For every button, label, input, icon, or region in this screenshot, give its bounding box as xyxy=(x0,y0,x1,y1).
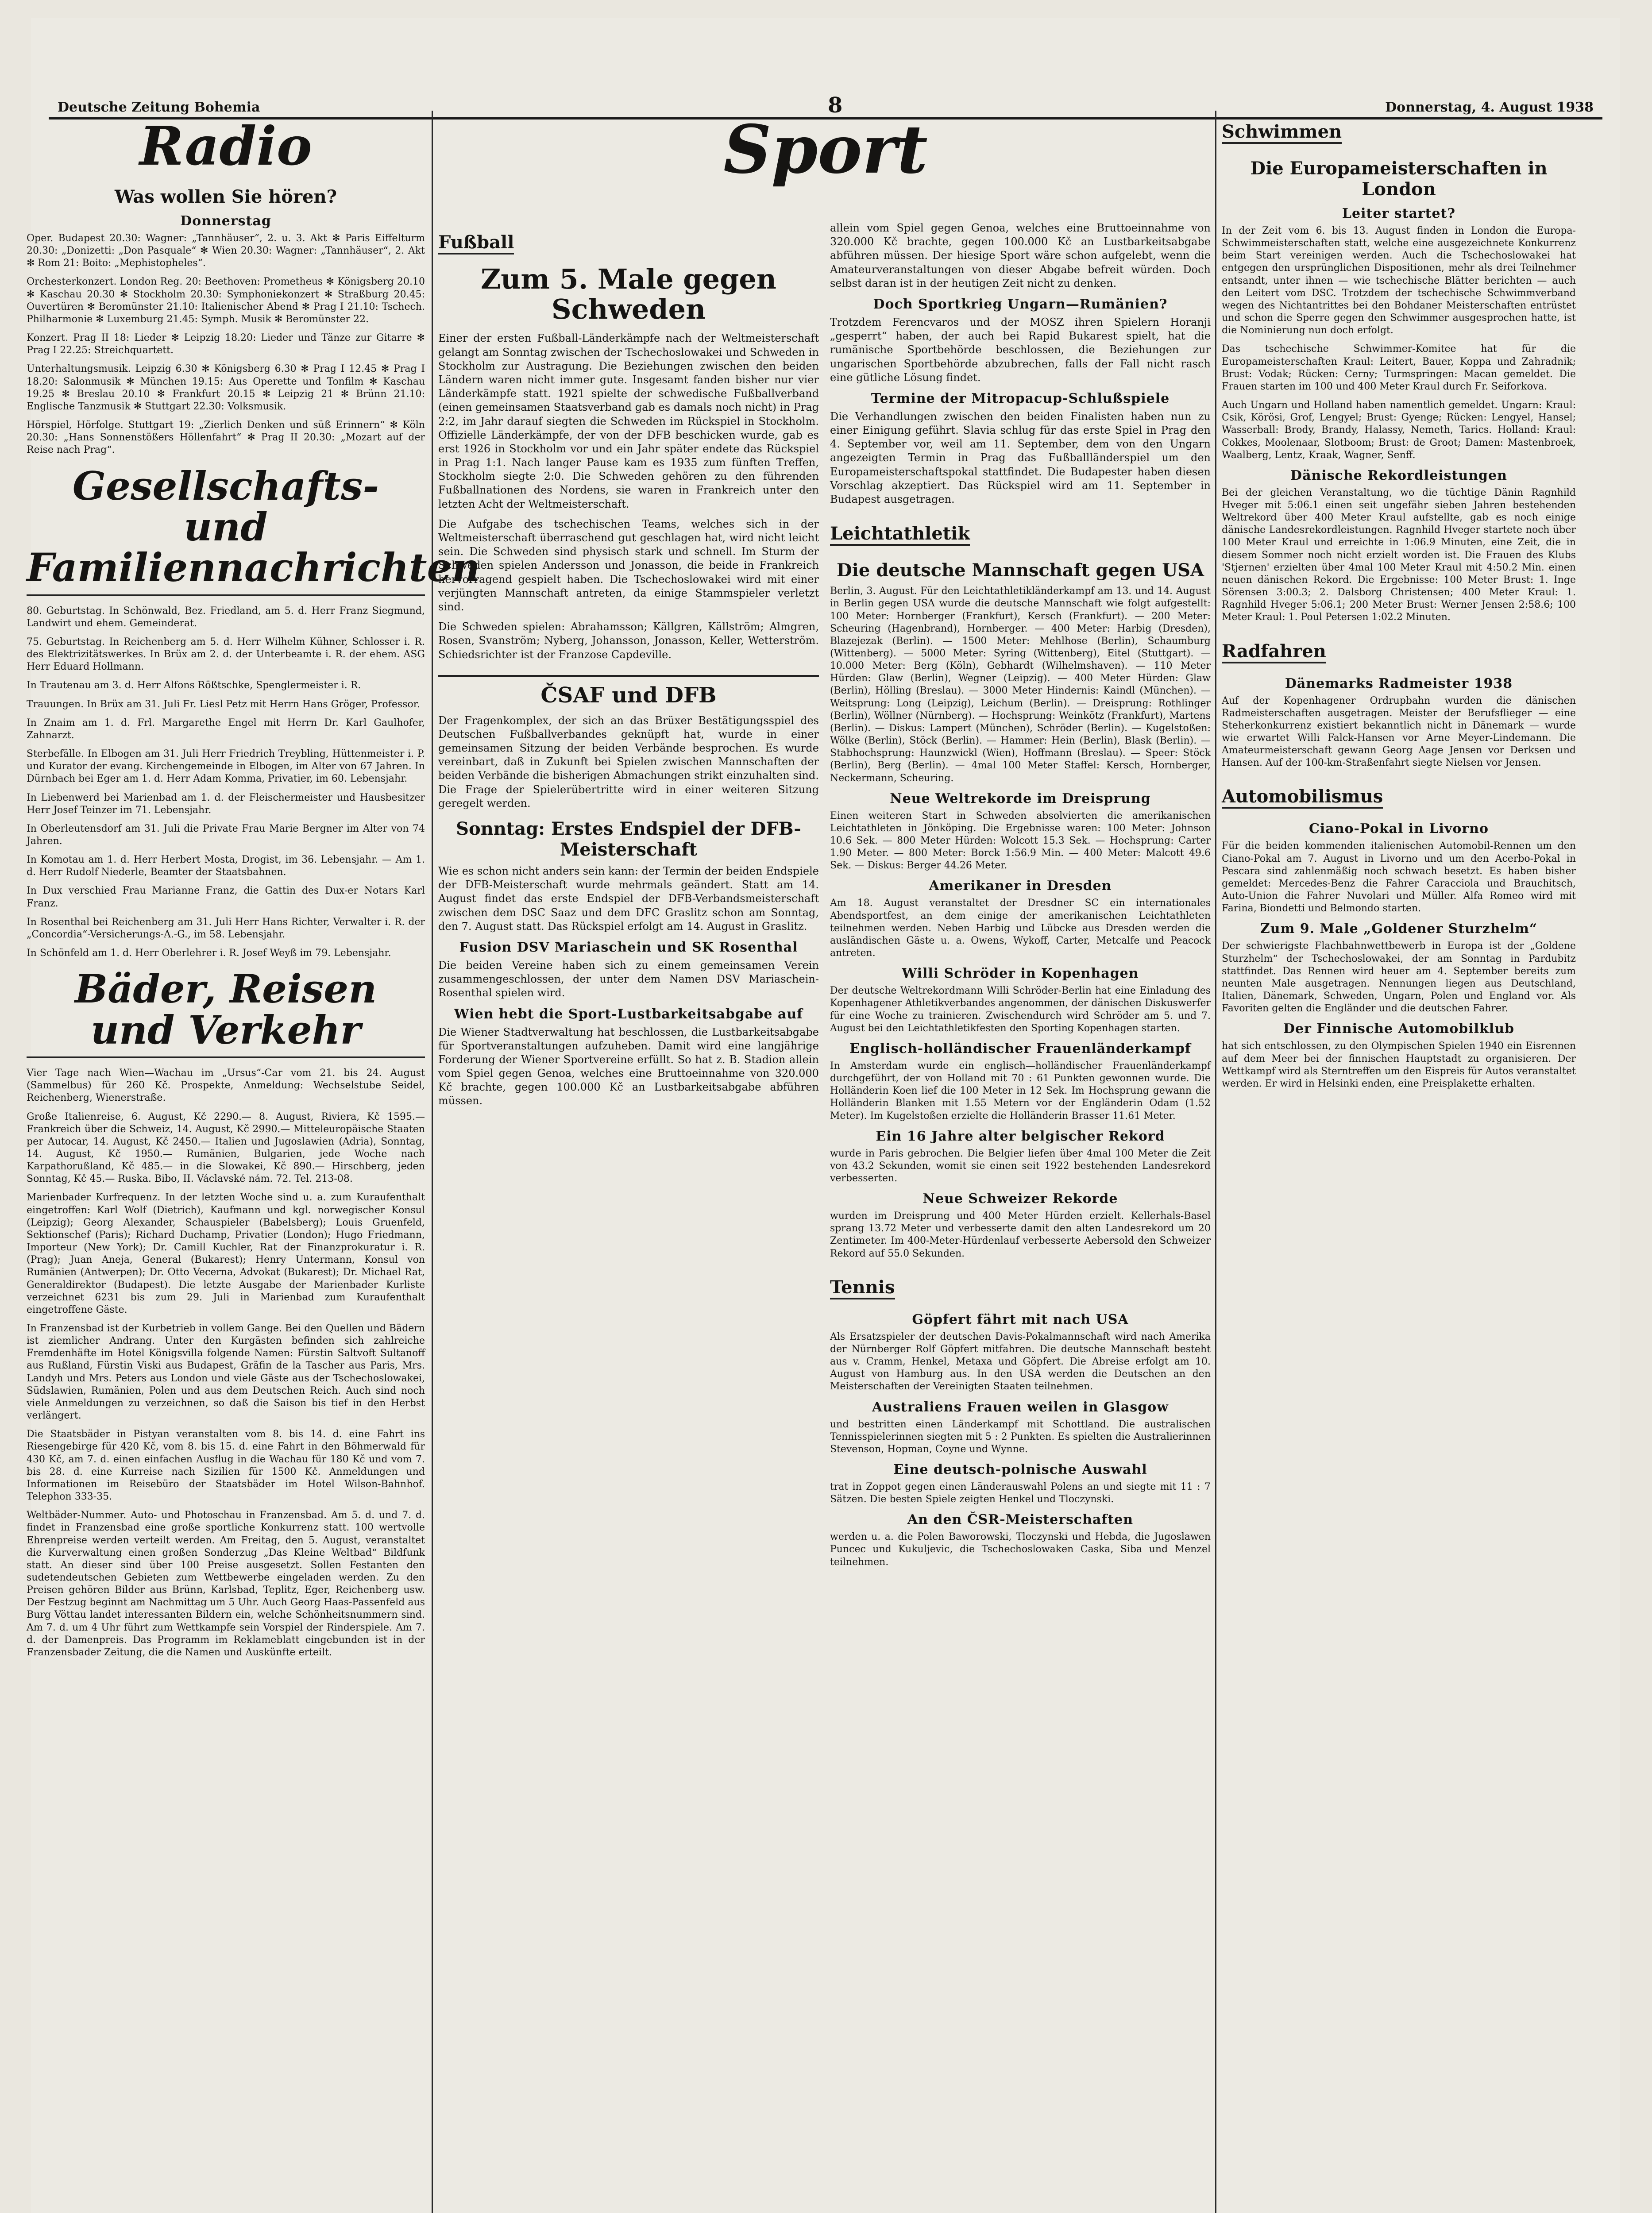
family-paragraph: In Oberleutensdorf am 31. Juli die Private Frau Marie Bergner im Alter von 74 Jahren. xyxy=(27,823,425,847)
section-kicker-tennis: Tennis xyxy=(830,1277,895,1299)
australia-title: Australiens Frauen weilen in Glasgow xyxy=(872,1399,1169,1415)
poland-paragraph: trat in Zoppot gegen einen Länderauswahl Polens an und siegte mit 11 : 7 Sätzen. Die besten Spiele zeigten Henkel und Tloczynski. xyxy=(830,1481,1211,1505)
family-paragraph: In Znaim am 1. d. Frl. Margarethe Engel mit Herrn Dr. Karl Gaulhofer, Zahnarzt. xyxy=(27,717,425,741)
mitropa-paragraph: Die Verhandlungen zwischen den beiden Finalisten haben nun zu einer Einigung geführt. Slavia schlug für das erste Spiel in Prag den 4. September vor, weil am 11. September, dem von den Ungarn angezeigten Termin in Prag das Fußballländerspiel um den Europameisterschaftspokal stattfindet. Die Budapester haben diesen Vorschlag akzeptiert. Das Rückspiel wird am 11. September in Budapest ausgetragen. xyxy=(830,410,1211,505)
travel-paragraph: Marienbader Kurfrequenz. In der letzten Woche sind u. a. zum Kuraufenthalt eingetroffen: Karl Wolf (Dietrich), Kaufmann und kgl. norwegischer Konsul (Leipzig); Georg Alexander, Schauspieler (Babelsberg); Louis Gruenfeld, Sektionschef (Paris); Richard Duchamp, Privatier (London); Hugo Friedmann, Importeur (New York); Dr. Camill Kuchler, Rat der Finanzprokuratur i. R. (Prag); Juan Aneja, General (Bukarest); Henry Untermann, Konsul von Rumänien (Antwerpen); Dr. Otto Vecerna, Advokat (Bukarest); Dr. Michael Rat, Generaldirektor (Budapest). Die letzte Ausgabe der Marienbader Kurliste verzeichnet 6231 bis zum 29. Juli in Marienbad zum Kuraufenthalt eingetroffene Gäste. xyxy=(27,1192,425,1315)
women-match-title: Englisch-holländischer Frauenländerkampf xyxy=(849,1041,1191,1056)
travel-paragraph: Weltbäder-Nummer. Auto- und Photoschau in Franzensbad. Am 5. d. und 7. d. findet in Franzensbad eine große sportliche Konkurrenz statt. 100 wertvolle Ehrenpreise werden verteilt werden. Am Freitag, den 5. August, veranstaltet die Kurverwaltung einen großen Sonderzug „Das Kleine Weltbad“ Bildfunk statt. An dieser sind über 100 Preise ausgesetzt. Sollen Festanten den sudetendeutschen Gebieten zum Wettbewerbe eingeladen werden. Zu den Preisen gehören Bilder aus Brünn, Karlsbad, Teplitz, Eger, Reichenberg usw. Der Festzug beginnt am Nachmittag um 5 Uhr. Auch Georg Haas-Passenfeld aus Burg Vöttau landet interessanten Bildern ein, welche Schönheitsnummern sind. Am 7. d. um 4 Uhr führt zum Wettkampfe sein Vorspiel der Rinderspiele. Am 7. d. der Damenpreis. Das Programm im Reklameblatt eingebunden ist in der Franzensbader Zeitung, die die Namen und Auskünfte erteilt. xyxy=(27,1510,425,1658)
sportkrieg-title: Doch Sportkrieg Ungarn—Rumänien? xyxy=(873,296,1168,312)
column-sport-misc xyxy=(830,221,1211,2213)
travel-paragraph: Große Italienreise, 6. August, Kč 2290.— 8. August, Riviera, Kč 1595.— Frankreich über die Schweiz, 14. August, Kč 2990.— Mitteleuropäische Staaten per Autocar, 14. August, Kč 2450.— Italien und Jugoslawien (Adria), Sonntag, 14. August, Kč 1950.— Rumänien, Bulgarien, jede Woche nach Karpathorußland, Kč 485.— in die Slowakei, Kč 890.— Hirschberg, jeden Sonntag, Kč 45.— Ruska. Bibo, II. Václavské nám. 72. Tel. 213-08. xyxy=(27,1111,425,1185)
fusion-paragraph: Die beiden Vereine haben sich zu einem gemeinsamen Verein zusammengeschlossen, der unter dem Namen DSV Mariaschein-Rosenthal spielen wird. xyxy=(438,959,819,999)
family-paragraph: Sterbefälle. In Elbogen am 31. Juli Herr Friedrich Treybling, Hüttenmeister i. P. und Kurator der evang. Kirchengemeinde in Elbogen, im Alter von 67 Jahren. In Dürnbach bei Eger am 1. d. Herr Adam Komma, Privatier, im 60. Lebensjahr. xyxy=(27,748,425,785)
travel-paragraph: In Franzensbad ist der Kurbetrieb in vollem Gange. Bei den Quellen und Bädern ist ziemlicher Andrang. Unter den Kurgästen befinden sich zahlreiche Fremdenhäfte im Hotel Königsvilla folgende Namen: Fürstin Saltvoft Sultanoff aus Rußland, Fürstin Viski aus Budapest, Gräfin de la Tascher aus Paris, Mrs. Landyh und Mrs. Peters aus London und viele Gäste aus der Tschechoslowakei, Südslawien, Rumänien, Polen und aus dem Deutschen Reich. Auch sind noch viele Anmeldungen zu verzeichnen, so daß die Saison bis tief in den Herbst verlängert. xyxy=(27,1323,425,1422)
athletics-headline: Die deutsche Mannschaft gegen USA xyxy=(836,560,1204,581)
continued-paragraph: allein vom Spiel gegen Genoa, welches eine Bruttoeinnahme von 320.000 Kč brachte, gegen 100.000 Kč an Lustbarkeitsabgabe abführen müssen. Der hiesige Sport wäre schon aufgelebt, wenn die Amateurveranstaltungen von dieser Abgabe befreit würden. Doch selbst daran ist in der heutigen Zeit nicht zu denken. xyxy=(830,222,1211,289)
csaf-paragraph: Der Fragenkomplex, der sich an das Brüxer Bestätigungsspiel des Deutschen Fußballverbandes geknüpft hat, wurde in einer gemeinsamen Sitzung der beiden Verbände besprochen. Es wurde vereinbart, daß in Zukunft bei Spielen zwischen Mannschaften der beiden Verbände die bisherigen Abmachungen strikt einzuhalten sind. Die Frage der Spielerübertritte wird in einer weiteren Sitzung geregelt werden. xyxy=(438,714,819,810)
radio-title: Radio xyxy=(139,115,312,177)
column-swimming-cycling-auto xyxy=(1222,111,1576,2213)
column-football xyxy=(438,221,819,2213)
family-paragraph: In Schönfeld am 1. d. Herr Oberlehrer i. R. Josef Weyß im 79. Lebensjahr. xyxy=(27,948,391,959)
column-rule xyxy=(1215,111,1216,2213)
family-paragraph: In Liebenwerd bei Marienbad am 1. d. der Fleischermeister und Hausbesitzer Herr Josef Teinzer im 71. Lebensjahr. xyxy=(27,792,425,816)
finnish-club-paragraph: hat sich entschlossen, zu den Olympischen Spielen 1940 ein Eisrennen auf dem Meer bei der finnischen Hauptstadt zu organisieren. Der Wettkampf wird als Sterntreffen um den Eispreis für Autos veranstaltet werden. Er wird in Helsinki enden, eine Preisplakette erhalten. xyxy=(1222,1041,1576,1089)
championship-paragraph: werden u. a. die Polen Baworowski, Tloczynski und Hebda, die Jugoslawen Puncec und Kukuljevic, die Tschechoslowaken Caska, Siba und Menzel teilnehmen. xyxy=(830,1531,1211,1568)
finnish-club-title: Der Finnische Automobilklub xyxy=(1283,1021,1514,1037)
radio-day: Donnerstag xyxy=(180,213,271,229)
football-paragraph: Die Schweden spielen: Abrahamsson; Källgren, Källström; Almgren, Rosen, Svanström; Nyberg, Johansson, Jonasson, Keller, Wetterström. Schiedsrichter ist der Franzose Capdeville. xyxy=(438,621,819,661)
vienna-title: Wien hebt die Sport-Lustbarkeitsabgabe auf xyxy=(454,1006,803,1022)
travel-paragraph: Vier Tage nach Wien—Wachau im „Ursus“-Car vom 21. bis 24. August (Sammelbus) für 260 Kč. Prospekte, Anmeldung: Wechselstube Seidel, Reichenberg, Wienerstraße. xyxy=(27,1068,425,1104)
vienna-paragraph: Die Wiener Stadtverwaltung hat beschlossen, die Lustbarkeitsabgabe für Sportveranstaltungen aufzuheben. Damit wird eine langjährige Forderung der Wiener Sportvereine erfüllt. So hat z. B. Stadion allein vom Spiel gegen Genoa, welches eine Bruttoeinnahme von 320.000 Kč brachte, gegen 100.000 Kč an Lustbarkeitsabgabe abführen müssen. xyxy=(438,1026,819,1107)
radio-paragraph: Oper. Budapest 20.30: Wagner: „Tannhäuser“, 2. u. 3. Akt ✻ Paris Eiffelturm 20.30: „Donizetti: „Don Pasquale“ ✻ Wien 20.30: Wagner: „Tannhäuser“, 2. Akt ✻ Rom 21: Boito: „Mephistopheles“. xyxy=(27,233,425,269)
family-paragraph: Trauungen. In Brüx am 31. Juli Fr. Liesl Petz mit Herrn Hans Gröger, Professor. xyxy=(27,698,420,710)
poland-title: Eine deutsch-polnische Auswahl xyxy=(893,1462,1147,1477)
ciano-title: Ciano-Pokal in Livorno xyxy=(1308,821,1489,837)
csaf-title: ČSAF und DFB xyxy=(438,675,819,708)
section-kicker-athletics: Leichtathletik xyxy=(830,523,970,546)
page-number: 8 xyxy=(828,93,843,118)
danish-records-title: Dänische Rekordleistungen xyxy=(1290,467,1507,483)
family-paragraph: 75. Geburtstag. In Reichenberg am 5. d. Herr Wilhelm Kühner, Schlosser i. R. des Elektrizitätswerkes. In Brüx am 2. d. der Unterbeamte i. R. der ehem. ASG Herr Eduard Hollmann. xyxy=(27,636,425,673)
swimming-paragraph: Auch Ungarn und Holland haben namentlich gemeldet. Ungarn: Kraul: Csik, Körösi, Grof, Lengyel; Brust: Gyenge; Rücken: Lengyel, Hansel; Wasserball: Brody, Brandy, Halassy, Nemeth, Tarics. Holland: Kraul: Cokkes, Moolenaar, Slotboom; Brust: de Groot; Damen: Mastenbroek, Waalberg, Lentz, Kraak, Wagner, Senff. xyxy=(1222,400,1576,461)
women-match-paragraph: In Amsterdam wurde ein englisch—holländischer Frauenländerkampf durchgeführt, der von Holland mit 70 : 61 Punkten gewonnen wurde. Die Holländerin Koen lief die 100 Meter in 12 Sek. Im Hochsprung gewann die Holländerin Blanken mit 1.55 Metern vor der Engländerin Odam (1.52 Meter). Im Kugelstoßen erzielte die Holländerin Brasser 11.61 Meter. xyxy=(830,1060,1211,1122)
dresden-title: Amerikaner in Dresden xyxy=(929,878,1112,894)
ciano-paragraph: Für die beiden kommenden italienischen Automobil-Rennen um den Ciano-Pokal am 7. August in Livorno und um den Acerbo-Pokal in Pescara sind zahlenmäßig noch schwach besetzt. Es haben bisher gemeldet: Mercedes-Benz die Fahrer Caracciola und Brauchitsch, Auto-Union die Fahrer Nuvolari und Müller. Alfa Romeo wird mit Farina, Biondetti und Belmondo starten. xyxy=(1222,840,1576,914)
paris-title: Ein 16 Jahre alter belgischer Rekord xyxy=(876,1128,1165,1144)
tennis-paragraph: Als Ersatzspieler der deutschen Davis-Pokalmannschaft wird nach Amerika der Nürnberger Rolf Göpfert mitfahren. Die deutsche Mannschaft besteht aus v. Cramm, Henkel, Metaxa und Göpfert. Die Abreise erfolgt am 10. August von Hamburg aus. In den USA werden die Deutschen an den Meisterschaften der Vereinigten Staaten teilnehmen. xyxy=(830,1331,1211,1392)
athletics-paragraph: Berlin, 3. August. Für den Leichtathletikländerkampf am 13. und 14. August in Berlin gegen USA wurde die deutsche Mannschaft wie folgt aufgestellt: 100 Meter: Hornberger (Frankfurt), Kersch (Frankfurt). — 200 Meter: Scheuring (Hagenbrand), Hornberger. — 400 Meter: Harbig (Dresden), Blazejezak (Berlin). — 1500 Meter: Mehlhose (Berlin), Schaumburg (Wittenberg). — 5000 Meter: Syring (Wittenberg), Eitel (Stuttgart). — 10.000 Meter: Berg (Köln), Gebhardt (Wilhelmshaven). — 110 Meter Hürden: Glaw (Berlin), Wegner (Leipzig). — 400 Meter Hürden: Glaw (Berlin), Hölling (Breslau). — 3000 Meter Hindernis: Kaindl (München). — Weitsprung: Long (Leipzig), Leichum (Berlin). — Dreisprung: Rothlinger (Berlin), Wöllner (Nürnberg). — Hochsprung: Weinkötz (Frankfurt), Martens (Berlin). — Diskus: Lampert (München), Schröder (Berlin). — Kugelstoßen: Wölke (Berlin), Stöck (Berlin). — Hammer: Hein (Berlin), Blask (Berlin). — Stabhochsprung: Haunzwickl (Wien), Hoffmann (Breslau). — Speer: Stöck (Berlin), Berg (Berlin). — 4mal 100 Meter Staffel: Kersch, Hornberger, Neckermann, Scheuring. xyxy=(830,586,1211,784)
football-headline: Zum 5. Male gegen Schweden xyxy=(481,263,776,326)
football-paragraph: Die Aufgabe des tschechischen Teams, welches sich in der Weltmeisterschaft überraschend gut geschlagen hat, wird nicht leicht sein. Die Schweden sind physisch stark und schnell. Im Sturm der Schweden spielen Andersson und Jonasson, die beide in Frankreich hervorragend gespielt haben. Die Tschechoslowakei wird mit einer verjüngten Mannschaft antreten, da einige Stammspieler verletzt sind. xyxy=(438,517,819,613)
mitropa-title: Termine der Mitropacup-Schlußspiele xyxy=(871,390,1170,406)
dresden-paragraph: Am 18. August veranstaltet der Dresdner SC ein internationales Abendsportfest, an dem einige der amerikanischen Leichtathleten teilnehmen werden. Neben Harbig und Lübcke aus Dresden werden die ausländischen Gäste u. a. Owens, Wykoff, Carter, Metcalfe und Peacock antreten. xyxy=(830,898,1211,959)
football-paragraph: Einer der ersten Fußball-Länderkämpfe nach der Weltmeisterschaft gelangt am Sonntag zwischen der Tschechoslowakei und Schweden in Stockholm zur Austragung. Die Beziehungen zwischen den beiden Ländern waren nicht immer gute. Insgesamt fanden bisher nur vier Länderkämpfe statt. 1921 spielte der schwedische Fußballverband (einen gemeinsamen Staatsverband gab es damals noch nicht) in Prag 2:2, im Jahr darauf siegten die Schweden im Rückspiel in Stockholm. Offizielle Länderkämpfe, der von der DFB beschicken wurde, gab es erst 1926 in Stockholm vor und ein Jahr später endete das Rückspiel in Prag 1:1. Nach langer Pause kam es 1935 zum fünften Treffen, Stockholm siegte 2:0. Die Schweden gehören zu den führenden Fußballnationen des Nordens, sie waren in Frankreich unter den letzten Acht der Weltmeisterschaft. xyxy=(438,332,819,510)
swimming-paragraph: Das tschechische Schwimmer-Komitee hat für die Europameisterschaften Kraul: Leitert, Bauer, Koppa und Zahradnik; Brust: Vodak; Rücken: Cerny; Turmspringen: Macan gemeldet. Die Frauen starten im 100 und 400 Meter Kraul durch Fr. Seiforkova. xyxy=(1222,343,1576,392)
helmet-title: Zum 9. Male „Goldener Sturzhelm“ xyxy=(1260,921,1538,937)
schroeder-paragraph: Der deutsche Weltrekordmann Willi Schröder-Berlin hat eine Einladung des Kopenhagener Athletikverbandes angenommen, der dänischen Diskuswerfer für eine Woche zu trainieren. Zwischendurch wird Schröder am 5. und 7. August bei den Leichtathletikfesten den Sporting Kopenhagen starten. xyxy=(830,985,1211,1034)
australia-paragraph: und bestritten einen Länderkampf mit Schottland. Die australischen Tennisspielerinnen siegten mit 5 : 2 Punkten. Es spielten die Australierinnen Stevenson, Hopman, Coyne und Wynne. xyxy=(830,1419,1211,1455)
cycling-title: Dänemarks Radmeister 1938 xyxy=(1285,675,1513,691)
schroeder-title: Willi Schröder in Kopenhagen xyxy=(902,966,1139,982)
family-title: Gesellschafts- und Familiennachrichten xyxy=(27,466,425,596)
radio-question: Was wollen Sie hören? xyxy=(114,186,337,207)
swimming-paragraph: In der Zeit vom 6. bis 13. August finden in London die Europa-Schwimmeisterschaften statt, welche eine ausgezeichnete Konkurrenz beim Start vereinigen werden. Auch die Tschechoslowakei hat entgegen den ursprünglichen Dispositionen, mehr als drei Teilnehmer entsandt, unter ihnen — wie tschechische Blätter berichten — auch den Leitert vom DSC. Trotzdem der tschechische Schwimmverband wegen des Nichtantrittes bei den Bohdaner Meisterschaften entrüstet und schon die Sperre gegen den Schwimmer ausgesprochen hatte, ist die Nominierung nun doch erfolgt. xyxy=(1222,225,1576,336)
radio-paragraph: Orchesterkonzert. London Reg. 20: Beethoven: Prometheus ✻ Königsberg 20.10 ✻ Kaschau 20.30 ✻ Stockholm 20.30: Symphoniekonzert ✻ Straßburg 20.45: Ouvertüren ✻ Beromünster 21.10: Italienischer Abend ✻ Prag I 21.10: Tschech. Philharmonie ✻ Luxemburg 21.45: Symph. Musik ✻ Beromünster 22. xyxy=(27,276,425,325)
family-paragraph: 80. Geburtstag. In Schönwald, Bez. Friedland, am 5. d. Herr Franz Siegmund, Landwirt und ehem. Gemeinderat. xyxy=(27,605,425,629)
section-kicker-motorsport: Automobilismus xyxy=(1222,786,1383,809)
final-paragraph: Wie es schon nicht anders sein kann: der Termin der beiden Endspiele der DFB-Meisterschaft wurde mehrmals geändert. Statt am 14. August findet das erste Endspiel der DFB-Verbandsmeisterschaft zwischen dem DSC Saaz und dem DFC Graslitz schon am Sonntag, den 7. August statt. Das Rückspiel erfolgt am 14. August in Graslitz. xyxy=(438,865,819,933)
radio-paragraph: Konzert. Prag II 18: Lieder ✻ Leipzig 18.20: Lieder und Tänze zur Gitarre ✻ Prag I 22.25: Streichquartett. xyxy=(27,332,425,356)
radio-paragraph: Unterhaltungsmusik. Leipzig 6.30 ✻ Königsberg 6.30 ✻ Prag I 12.45 ✻ Prag I 18.20: Salonmusik ✻ München 19.15: Aus Operette und Tonfilm ✻ Kaschau 19.25 ✻ Breslau 20.10 ✻ Frankfurt 20.15 ✻ Leipzig 21 ✻ Brünn 21.10: Englische Tanzmusik ✻ Stuttgart 22.30: Volksmusik. xyxy=(27,363,425,412)
sport-title: Sport xyxy=(723,111,928,189)
radio-paragraph: Hörspiel, Hörfolge. Stuttgart 19: „Zierlich Denken und süß Erinnern“ ✻ Köln 20.30: „Hans Sonnenstößers Höllenfahrt“ ✻ Prag II 20.30: „Mozart auf der Reise nach Prag“. xyxy=(27,420,425,456)
family-paragraph: In Dux verschied Frau Marianne Franz, die Gattin des Dux-er Notars Karl Franz. xyxy=(27,885,425,909)
section-kicker-cycling: Radfahren xyxy=(1222,641,1326,663)
european-championship-title: Die Europameisterschaften in London xyxy=(1250,158,1548,200)
section-kicker-swimming: Schwimmen xyxy=(1222,121,1342,144)
cycling-paragraph: Auf der Kopenhagener Ordrupbahn wurden die dänischen Radmeisterschaften ausgetragen. Meister der Berufsflieger — eine Steherkonkurrenz existiert bekanntlich nicht in Dänemark — wurde wie erwartet Willi Falck-Hansen vor Arne Meyer-Lindemann. Die Amateurmeisterschaft gewann Georg Aage Jensen vor Derksen und Hansen. Auf der 100-km-Straßenfahrt siegte Nielsen vor Jensen. xyxy=(1222,695,1576,769)
section-kicker-football: Fußball xyxy=(438,232,514,254)
family-paragraph: In Trautenau am 3. d. Herr Alfons Rößtschke, Spenglermeister i. R. xyxy=(27,680,361,691)
danish-records-paragraph: Bei der gleichen Veranstaltung, wo die tüchtige Dänin Ragnhild Hveger mit 5:06.1 einen seit ungefähr sieben Jahren bestehenden Weltrekord über 400 Meter Kraul aufstellte, gab es noch einige dänische Landesrekordleistungen. Ragnhild Hveger startete noch über 100 Meter Kraul und erreichte in 1:06.9 Minuten, eine Zeit, die in diesem Sommer noch nicht erzielt worden ist. Die Frauen des Klubs 'Stjernen' erzielten über 4mal 100 Meter Kraul mit 4:50.2 Min. einen neuen dänischen Rekord. Die Ergebnisse: 100 Meter Brust: 1. Inge Sörensen 3:00.3; 2. Dalsborg Christensen; 400 Meter Kraul: 1. Ragnhild Hveger 5:06.1; 200 Meter Brust: Werner Jensen 2:58.6; 100 Meter Kraul: 1. Poul Petersen 1:02.2 Minuten. xyxy=(1222,487,1576,623)
sportkrieg-paragraph: Trotzdem Ferencvaros und der MOSZ ihren Spielern Horanji „gesperrt“ haben, der auch bei Rapid Bukarest spielt, hat die rumänische Sportbehörde beschlossen, die Beziehungen zur ungarischen Sportbehörde abzubrechen, falls der Fall nicht rasch eine gütliche Lösung findet. xyxy=(830,316,1211,384)
final-title: Sonntag: Erstes Endspiel der DFB-Meisterschaft xyxy=(456,818,801,860)
swiss-paragraph: wurden im Dreisprung und 400 Meter Hürden erzielt. Kellerhals-Basel sprang 13.72 Meter und verbesserte damit den alten Landesrekord um 20 Zentimeter. Im 400-Meter-Hürdenlauf verbesserte Aebersold den Schweizer Rekord auf 55.0 Sekunden. xyxy=(830,1211,1211,1259)
column-rule xyxy=(432,111,433,2213)
european-championship-subtitle: Leiter startet? xyxy=(1342,206,1456,221)
travel-title: Bäder, Reisen und Verkehr xyxy=(27,968,425,1058)
records-title: Neue Weltrekorde im Dreisprung xyxy=(890,790,1151,806)
tennis-title: Göpfert fährt mit nach USA xyxy=(912,1311,1129,1327)
family-paragraph: In Rosenthal bei Reichenberg am 31. Juli Herr Hans Richter, Verwalter i. R. der „Concordia“-Versicherungs-A.-G., im 58. Lebensjahr. xyxy=(27,916,425,940)
helmet-paragraph: Der schwierigste Flachbahnwettbewerb in Europa ist der „Goldene Sturzhelm“ der Tschechoslowakei, der am Sonntag in Pardubitz stattfindet. Das Rennen wird heuer am 4. September bereits zum neunten Male ausgetragen. Nennungen liegen aus Deutschland, Italien, Dänemark, Schweden, Ungarn, Polen und England vor. Als Favoriten gelten die Engländer und die deutschen Fahrer. xyxy=(1222,941,1576,1014)
paper-name: Deutsche Zeitung Bohemia xyxy=(58,100,260,115)
travel-paragraph: Die Staatsbäder in Pistyan veranstalten vom 8. bis 14. d. eine Fahrt ins Riesengebirge für 420 Kč, vom 8. bis 15. d. eine Fahrt in den Böhmerwald für 430 Kč, am 7. d. einen einfachen Ausflug in die Wachau für 180 Kč und vom 7. bis 28. d. eine Kurreise nach Sizilien für 1500 Kč. Anmeldungen und Informationen im Reisebüro der Staatsbäder im Hotel Wilson-Bahnhof. Telephon 333-35. xyxy=(27,1429,425,1503)
family-paragraph: In Komotau am 1. d. Herr Herbert Mosta, Drogist, im 36. Lebensjahr. — Am 1. d. Herr Rudolf Niederle, Beamter der Staatsbahnen. xyxy=(27,854,425,878)
championship-title: An den ČSR-Meisterschaften xyxy=(907,1512,1134,1528)
fusion-title: Fusion DSV Mariaschein und SK Rosenthal xyxy=(459,939,798,955)
swiss-title: Neue Schweizer Rekorde xyxy=(922,1191,1118,1207)
issue-date: Donnerstag, 4. August 1938 xyxy=(1385,100,1594,115)
paris-paragraph: wurde in Paris gebrochen. Die Belgier liefen über 4mal 100 Meter die Zeit von 43.2 Sekunden, womit sie einen seit 1922 bestehenden Landesrekord verbesserten. xyxy=(830,1148,1211,1184)
records-paragraph: Einen weiteren Start in Schweden absolvierten die amerikanischen Leichtathleten in Jönköping. Die Ergebnisse waren: 100 Meter: Johnson 10.6 Sek. — 800 Meter Hürden: Wolcott 15.3 Sek. — Hochsprung: Carter 1.90 Meter. — 800 Meter: Borck 1:56.9 Min. — 400 Meter: Malcott 49.6 Sek. — Diskus: Berger 44.26 Meter. xyxy=(830,810,1211,871)
